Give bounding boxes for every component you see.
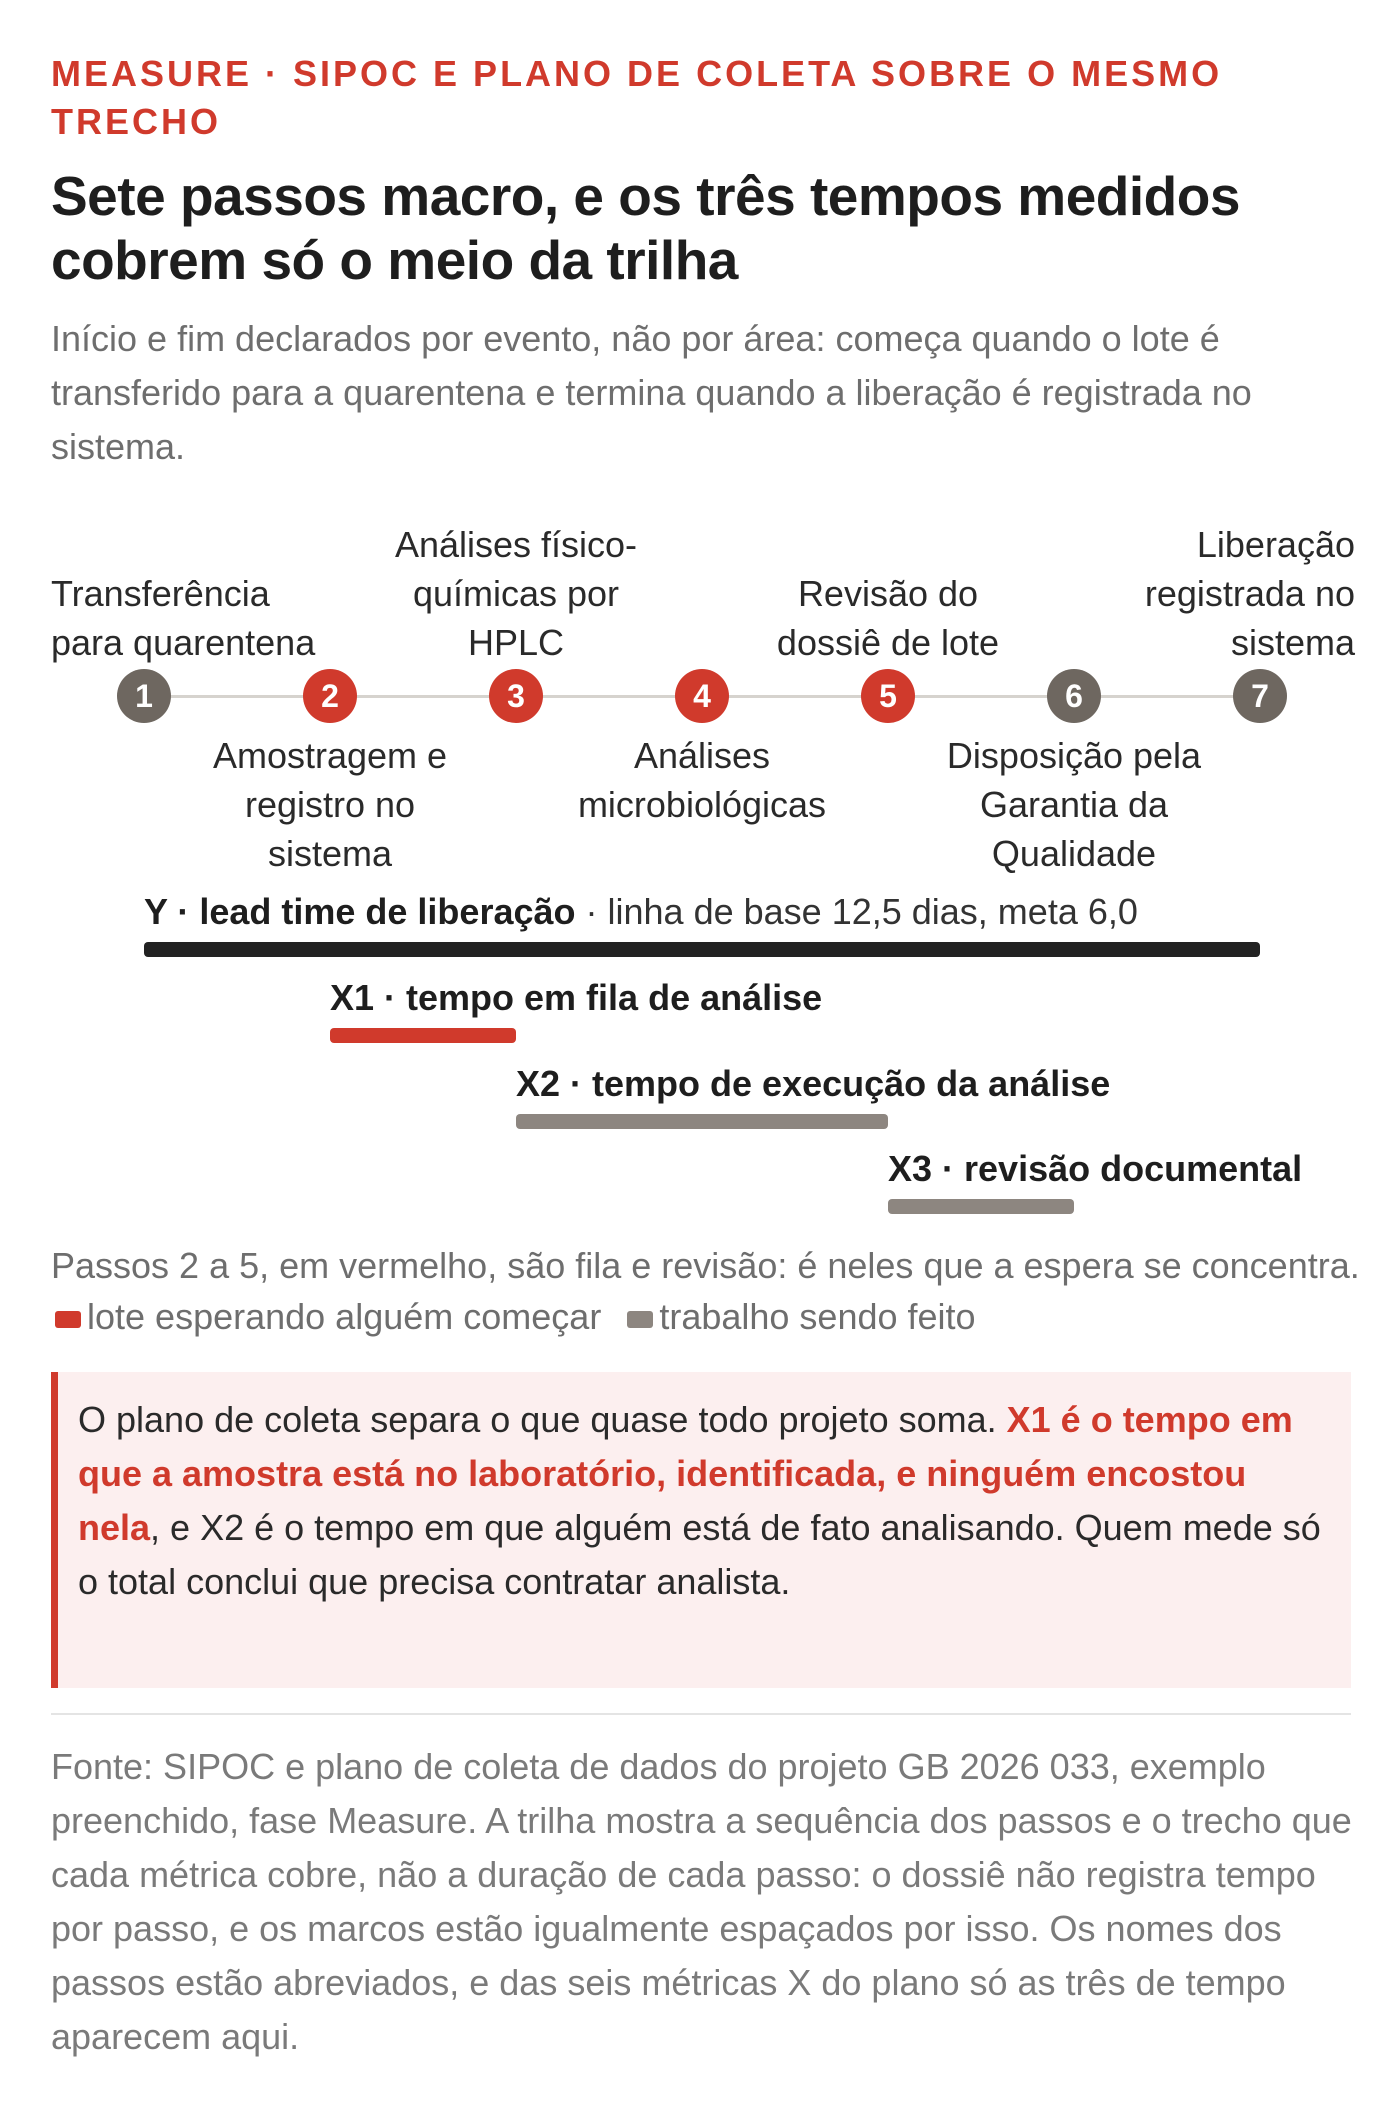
metric-name-y: Y · lead time de liberação [144, 891, 576, 932]
callout-text [78, 1393, 1338, 1609]
legend-label-red: lote esperando alguém começar [87, 1296, 602, 1337]
kicker: MEASURE · SIPOC E PLANO DE COLETA SOBRE O MESMO TRECHO [51, 53, 1223, 142]
step-label-7: Liberação registrada no sistema [1144, 524, 1355, 663]
step-node-1: 1 [117, 669, 171, 723]
metric-note-y: · linha de base 12,5 dias, meta 6,0 [585, 891, 1138, 932]
step-node-6: 6 [1047, 669, 1101, 723]
page-title: Sete passos macro, e os três tempos medidos cobrem só o meio da trilha [51, 165, 1240, 291]
step-label-5: Revisão do dossiê de lote [776, 573, 1000, 663]
legend-swatch-red [55, 1311, 81, 1328]
metric-name-x1: X1 · tempo em fila de análise [330, 977, 823, 1018]
metric-label-x2 [516, 1062, 1110, 1106]
legend-swatch-grey [627, 1311, 653, 1328]
metric-name-x3: X3 · revisão documental [888, 1148, 1303, 1189]
metric-bar-x1 [330, 1028, 516, 1043]
step-node-4: 4 [675, 669, 729, 723]
metric-label-x3 [888, 1147, 1302, 1191]
callout-highlight: X1 é o tempo em que a amostra está no laboratório, identificada, e ninguém encostou nela [78, 1399, 1293, 1548]
legend-label-grey: trabalho sendo feito [659, 1296, 976, 1337]
step-node-2: 2 [303, 669, 357, 723]
metric-label-y [144, 890, 1138, 934]
metric-bar-x3 [888, 1199, 1074, 1214]
subtitle: Início e fim declarados por evento, não por área: começa quando o lote é transferido para a quarentena e termina quando a liberação é registrada no sistema. [51, 318, 1252, 467]
metric-bar-y [144, 942, 1260, 957]
step-node-5: 5 [861, 669, 915, 723]
step-label-1: Transferência para quarentena [51, 573, 316, 663]
caption [51, 1240, 1371, 1342]
step-label-4: Análises microbiológicas [577, 735, 827, 825]
metric-label-x1 [330, 976, 822, 1020]
step-node-3: 3 [489, 669, 543, 723]
caption-text: Passos 2 a 5, em vermelho, são fila e revisão: é neles que a espera se concentra. [51, 1245, 1360, 1286]
step-label-2: Amostragem e registro no sistema [212, 735, 448, 874]
callout-part1: O plano de coleta separa o que quase todo projeto soma. [78, 1399, 1007, 1440]
metric-bar-x2 [516, 1114, 888, 1129]
step-node-7: 7 [1233, 669, 1287, 723]
callout-part2: , e X2 é o tempo em que alguém está de fato analisando. Quem mede só o total conclui que precisa contratar analista. [78, 1507, 1321, 1602]
step-label-6: Disposição pela Garantia da Qualidade [946, 735, 1202, 874]
step-label-3: Análises físico-químicas por HPLC [394, 524, 638, 663]
source-note: Fonte: SIPOC e plano de coleta de dados do projeto GB 2026 033, exemplo preenchido, fase Measure. A trilha mostra a sequência dos passos e o trecho que cada métrica cobre, não a duração de cada passo: o dossiê não registra tempo por passo, e os marcos estão igualmente espaçados por isso. Os nomes dos passos estão abreviados, e das seis métricas X do plano só as três de tempo aparecem aqui. [51, 1746, 1352, 2057]
divider [51, 1713, 1351, 1715]
metric-name-x2: X2 · tempo de execução da análise [516, 1063, 1111, 1104]
